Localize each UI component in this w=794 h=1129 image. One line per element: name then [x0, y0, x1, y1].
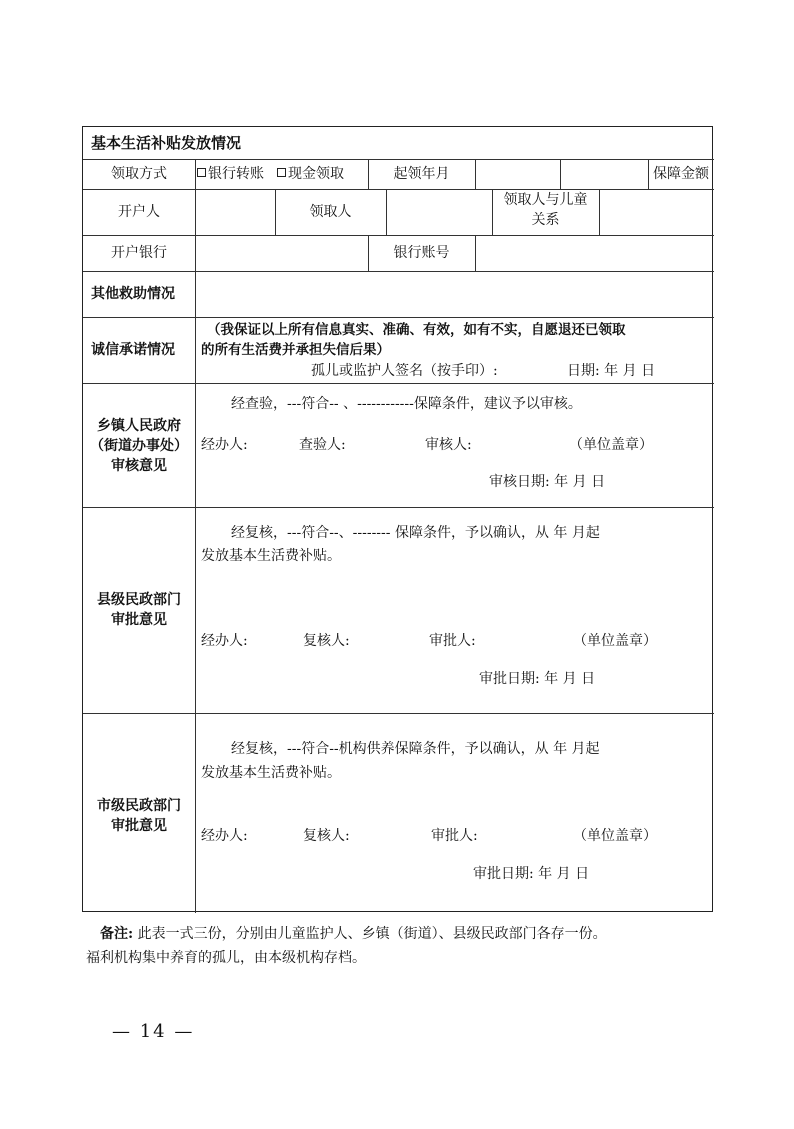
pledge-text: 的所有生活费并承担失信后果） — [201, 342, 390, 358]
seal-label: （单位盖章） — [569, 437, 653, 453]
town-opinion-text: 经查验，---符合-- 、------------保障条件，建议予以审核。 — [231, 396, 582, 412]
row-divider — [83, 271, 714, 272]
column-divider — [475, 235, 476, 271]
pledge-text: （我保证以上所有信息真实、准确、有效，如有不实，自愿退还已领取 — [207, 322, 626, 338]
county-opinion-text: 经复核，---符合--、-------- 保障条件，予以确认，从 年 月起 — [231, 525, 600, 541]
handler-label: 经办人: — [201, 437, 248, 453]
footnote — [86, 922, 720, 970]
pledge-label: 诚信承诺情况 — [91, 342, 175, 358]
checkbox-icon[interactable] — [277, 168, 286, 177]
rechecker-label: 复核人: — [303, 633, 350, 649]
city-opinion-label: 市级民政部门 — [97, 798, 181, 814]
bank-account-label: 银行账号 — [393, 245, 450, 261]
column-divider — [386, 189, 387, 235]
bank-label: 开户银行 — [111, 245, 167, 261]
relation-label: 领取人与儿童 — [503, 192, 588, 208]
checkbox-icon[interactable] — [197, 168, 206, 177]
handler-label: 经办人: — [201, 633, 248, 649]
seal-label: （单位盖章） — [573, 633, 657, 649]
approver-label: 审批人: — [429, 633, 476, 649]
row-divider — [83, 189, 714, 190]
page-number: — 14 — — [112, 1021, 195, 1042]
start-month-label: 起领年月 — [393, 166, 450, 182]
county-opinion-label: 审批意见 — [111, 612, 167, 628]
inspector-label: 查验人: — [299, 437, 346, 453]
row-divider — [83, 713, 714, 714]
row-divider — [83, 383, 714, 384]
receiver-label: 领取人 — [309, 204, 352, 220]
town-opinion-label: （街道办事处） — [90, 438, 188, 454]
city-opinion-text: 发放基本生活费补贴。 — [201, 765, 341, 781]
city-opinion-text: 经复核，---符合--机构供养保障条件，予以确认，从 年 月起 — [231, 741, 600, 757]
section-title: 基本生活补贴发放情况 — [91, 134, 242, 152]
footnote-label: 备注: — [100, 926, 134, 942]
town-opinion-label: 乡镇人民政府 — [97, 418, 181, 434]
relation-label: 关系 — [531, 212, 560, 228]
row-divider — [83, 235, 714, 236]
receive-method-label: 领取方式 — [111, 166, 167, 182]
account-holder-label: 开户人 — [118, 204, 160, 220]
option-cash[interactable]: 现金领取 — [277, 165, 344, 183]
footnote-line — [100, 922, 720, 946]
row-divider — [83, 507, 714, 508]
seal-label: （单位盖章） — [573, 828, 657, 844]
city-opinion-label: 审批意见 — [111, 818, 167, 834]
option-bank-transfer[interactable]: 银行转账 — [197, 165, 264, 183]
town-opinion-label: 审核意见 — [111, 458, 167, 474]
approval-date: 审批日期: 年 月 日 — [473, 866, 590, 882]
footnote-text: 此表一式三份，分别由儿童监护人、乡镇（街道）、县级民政部门各存一份。 — [133, 926, 607, 942]
approver-label: 审批人: — [431, 828, 478, 844]
column-divider — [599, 189, 600, 235]
rechecker-label: 复核人: — [303, 828, 350, 844]
county-opinion-label: 县级民政部门 — [97, 592, 181, 608]
column-divider — [195, 159, 196, 913]
handler-label: 经办人: — [201, 828, 248, 844]
subsidy-form-table — [82, 126, 713, 912]
amount-label: 保障金额 — [653, 166, 709, 182]
footnote-text: 福利机构集中养育的孤儿，由本级机构存档。 — [86, 950, 366, 966]
signature-label: 孤儿或监护人签名（按手印）: — [311, 363, 498, 379]
row-divider — [83, 317, 714, 318]
county-opinion-text: 发放基本生活费补贴。 — [201, 548, 341, 564]
pledge-date: 日期: 年 月 日 — [567, 363, 656, 379]
review-date: 审核日期: 年 月 日 — [489, 474, 606, 490]
approval-date: 审批日期: 年 月 日 — [479, 671, 596, 687]
column-divider — [475, 159, 476, 189]
column-divider — [560, 159, 561, 189]
reviewer-label: 审核人: — [425, 437, 472, 453]
other-aid-label: 其他救助情况 — [91, 286, 175, 302]
row-divider — [83, 159, 714, 160]
